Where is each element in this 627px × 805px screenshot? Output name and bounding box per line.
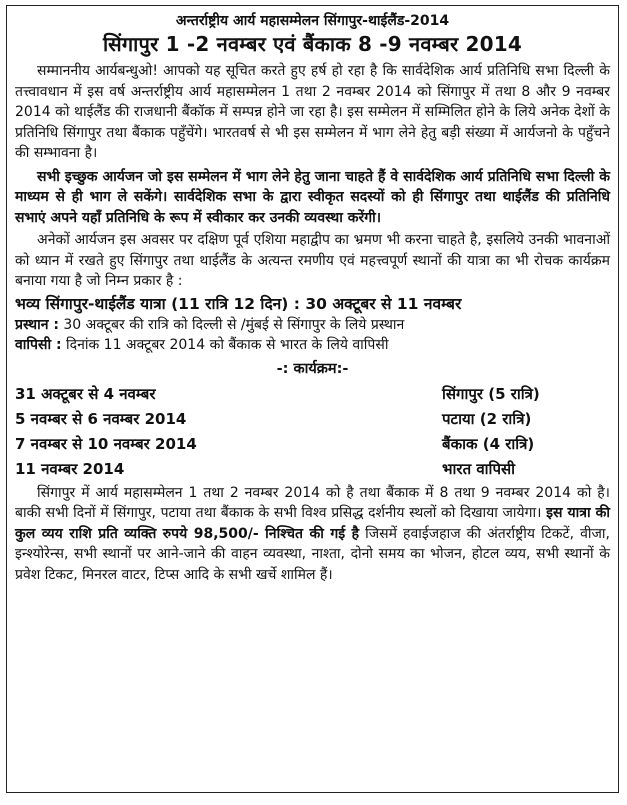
trip-title: भव्य सिंगापुर-थाईलैंड यात्रा (11 रात्रि 12 दिन) : 30 अक्टूबर से 11 नवम्बर — [15, 294, 462, 313]
schedule-dates: 31 अक्टूबर से 4 नवम्बर — [15, 384, 156, 403]
cost-highlight: इस यात्रा की कुल व्यय राशि प्रति व्यक्ति रुपये 98,500/- निश्चित की गई है — [15, 505, 610, 542]
heading-top: अन्तर्राष्ट्रीय आर्य महासम्मेलन सिंगापुर-थाईलैंड-2014 — [175, 13, 450, 29]
announcement-page — [6, 5, 619, 793]
heading-main: सिंगापुर 1 -2 नवम्बर एवं बैंकाक 8 -9 नवम्बर 2014 — [102, 32, 522, 56]
schedule-row — [15, 432, 610, 457]
cost-text-1: सिंगापुर में आर्य महासम्मेलन 1 तथा 2 नवम्बर 2014 को है तथा बैंकाक में 8 तथा 9 नवम्बर 2014 को है। बाकी सभी दिनों में सिंगापुर, पटाया तथा बैंकाक के सभी विश्व प्रसिद्ध दर्शनीय स्थलों को दिखाया जायेगा। — [15, 484, 610, 521]
cost-text-2: जिसमें हवाईजहाज की अंतर्राष्ट्रीय टिकटें, वीजा, इन्श्योरेन्स, सभी स्थानों पर आने-जाने की वाहन व्यवस्था, नाश्ता, दोनो समय का भोजन, होटल व्यय, सभी स्थानों के प्रवेश टिकट, मिनरल वाटर, टिप्स आदि के सभी खर्चे शामिल हैं। — [15, 525, 611, 583]
return-line — [15, 335, 610, 356]
schedule-place: बैंकाक (4 रात्रि) — [442, 434, 535, 453]
schedule-place: भारत वापिसी — [442, 459, 515, 478]
schedule-row — [15, 382, 610, 407]
schedule-dates: 5 नवम्बर से 6 नवम्बर 2014 — [15, 409, 187, 428]
tour-paragraph: अनेकों आर्यजन इस अवसर पर दक्षिण पूर्व एशिया महाद्वीप का भ्रमण भी करना चाहते है, इसलिये उनकी भावनाओं को ध्यान में रखते हुए सिंगापुर तथा थाईलैंड के अत्यन्त रमणीय एवं महत्त्वपूर्ण स्थानों की यात्रा का भी रोचक कार्यक्रम बनाया गया है जो निम्न प्रकार है : — [15, 232, 610, 289]
intro-paragraph: सम्माननीय आर्यबन्धुओ! आपको यह सूचित करते हुए हर्ष हो रहा है कि सार्वदेशिक आर्य प्रतिनिधि सभा दिल्ली के तत्त्वावधान में इस वर्ष अन्तर्राष्ट्रीय आर्य महासम्मेलन 1 तथा 2 नवम्बर 2014 को सिंगापुर में तथा 8 और 9 नवम्बर 2014 को थाईलैंड की राजधानी बैंकॉक में सम्पन्न होने जा रहा है। इस सम्मेलन में सम्मिलित होने के लिये अनेक देशों के प्रतिनिधि सिंगापुर तथा बैंकाक पहुँचेंगे। भारतवर्ष से भी इस सम्मेलन में भाग लेने हेतु बड़ी संख्या में आर्यजनो के पहुँचने की सम्भावना है। — [15, 63, 610, 161]
departure-text: 30 अक्टूबर की रात्रि को दिल्ली से /मुंबई से सिंगापुर के लिये प्रस्थान — [58, 316, 405, 333]
schedule-dates: 11 नवम्बर 2014 — [15, 459, 125, 478]
schedule-list — [15, 382, 610, 482]
return-label: वापिसी : — [15, 337, 62, 353]
schedule-row — [15, 457, 610, 482]
schedule-row — [15, 407, 610, 432]
schedule-place: पटाया (2 रात्रि) — [442, 409, 532, 428]
return-text: दिनांक 11 अक्टूबर 2014 को बैंकाक से भारत के लिये वापिसी — [61, 337, 389, 353]
schedule-dates: 7 नवम्बर से 10 नवम्बर 2014 — [15, 434, 197, 453]
program-heading: -: कार्यक्रम:- — [276, 360, 349, 377]
cost-paragraph — [15, 483, 610, 586]
departure-label: प्रस्थान : — [15, 316, 59, 333]
departure-line — [15, 315, 610, 336]
schedule-place: सिंगापुर (5 रात्रि) — [442, 384, 540, 403]
participation-paragraph: सभी इच्छुक आर्यजन जो इस सम्मेलन में भाग लेने हेतु जाना चाहते हैं वे सार्वदेशिक आर्य प्रतिनिधि सभा दिल्ली के माध्यम से ही भाग ले सकेंगे। सार्वदेशिक सभा के द्वारा स्वीकृत सदस्यों को ही सिंगापुर तथा थाईलैंड की प्रतिनिधि सभाएं अपने यहाँ प्रतिनिधि के रूप में स्वीकार कर उनकी व्यवस्था करेंगी। — [15, 168, 610, 226]
